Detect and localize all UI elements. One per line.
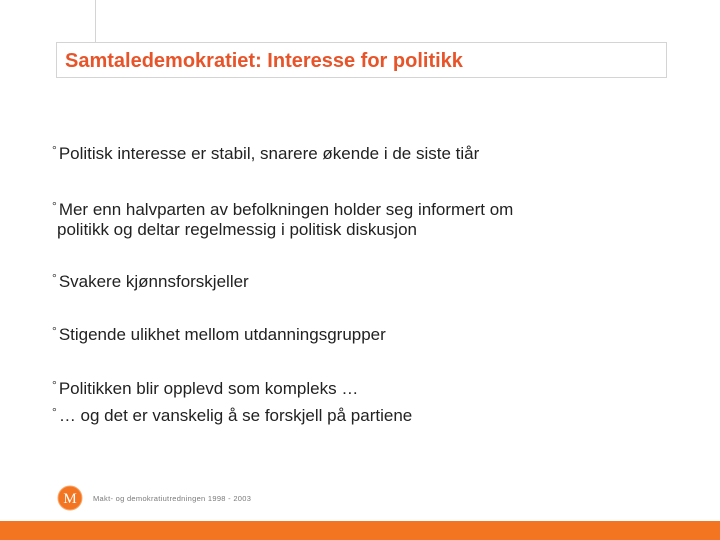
bullet-marker: °	[52, 378, 57, 392]
decorative-vertical-line	[95, 0, 96, 42]
mdu-logo	[57, 485, 83, 511]
bullet-item	[52, 268, 249, 292]
bullet-item	[52, 375, 358, 399]
bullet-item	[52, 321, 386, 345]
bullet-item	[52, 140, 479, 164]
bullet-text: Svakere kjønnsforskjeller	[58, 272, 249, 291]
bullet-marker: °	[52, 143, 57, 157]
bullet-item	[52, 196, 513, 240]
bullet-marker: °	[52, 199, 57, 213]
bullet-text: … og det er vanskelig å se forskjell på partiene	[58, 406, 413, 425]
bullet-text: Stigende ulikhet mellom utdanningsgrupper	[58, 325, 386, 344]
footer-text: Makt- og demokratiutredningen 1998 - 2003	[93, 494, 252, 503]
bullet-item	[52, 402, 412, 426]
logo-letter: M	[63, 491, 77, 507]
bullet-marker: °	[52, 271, 57, 285]
bottom-bar	[0, 521, 720, 540]
bullet-marker: °	[52, 324, 57, 338]
title-box	[56, 42, 667, 78]
slide-title: Samtaledemokratiet: Interesse for politikk	[65, 50, 463, 72]
bullet-text: Mer enn halvparten av befolkningen holder seg informert om	[58, 200, 514, 219]
bullet-text: Politikken blir opplevd som kompleks …	[58, 379, 359, 398]
bullet-text-continuation: politikk og deltar regelmessig i politisk diskusjon	[57, 220, 417, 239]
bullet-text: Politisk interesse er stabil, snarere økende i de siste tiår	[58, 144, 480, 163]
bullet-marker: °	[52, 405, 57, 419]
